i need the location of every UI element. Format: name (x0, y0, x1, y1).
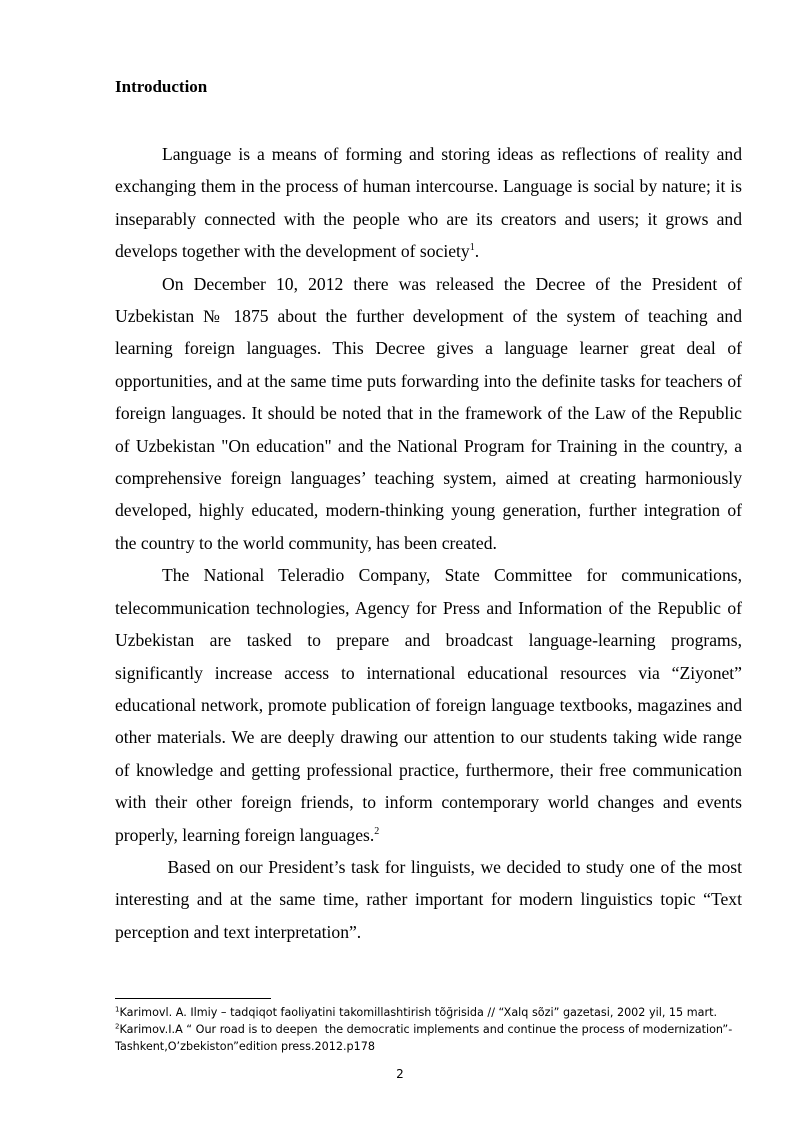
paragraph-1 (115, 138, 742, 268)
page-heading: Introduction (115, 77, 208, 96)
body-text (115, 138, 747, 948)
paragraph-text: The National Teleradio Company, State Committee for communications, telecommunication technologies, Agency for Press and Information of the Republic of Uzbekistan are tasked to prepare and broadcast language-learning programs, significantly increase access to international educational resources via “Ziyonet” educational network, promote publication of foreign language textbooks, magazines and other materials. We are deeply drawing our attention to our students taking wide range of knowledge and getting professional practice, furthermore, their free communication with their other foreign friends, to inform contemporary world changes and events properly, learning foreign languages. (115, 565, 742, 845)
footnote-reference[interactable]: 1 (469, 242, 475, 254)
footnote-separator (115, 998, 271, 999)
paragraph-3 (115, 559, 742, 851)
paragraph-text: On December 10, 2012 there was released the Decree of the President of Uzbekistan № 1875 about the further development of the system of teaching and learning foreign languages. This Decree gives a language learner great deal of opportunities, and at the same time puts forwarding into the definite tasks for teachers of foreign languages. It should be noted that in the framework of the Law of the Republic of Uzbekistan "On education" and the National Program for Training in the country, a comprehensive foreign languages’ teaching system, aimed at creating harmoniously developed, highly educated, modern-thinking young generation, further integration of the country to the world community, has been created. (115, 273, 742, 553)
paragraph-text: Based on our President’s task for linguists, we decided to study one of the most interesting and at the same time, rather important for modern linguistics topic “Text perception and text interpretation”. (115, 856, 747, 942)
paragraph-end: . (474, 241, 480, 262)
footnote-reference[interactable]: 2 (374, 825, 380, 837)
paragraph-2 (115, 268, 742, 560)
footnote-1 (115, 1004, 755, 1021)
footnote-text: Karimov.I.A “ Our road is to deepen the democratic implements and continue the process of modernization”- Tashkent,O’zbekiston”edition press.2012.p178 (115, 1023, 736, 1053)
footnote-text: Karimovl. A. Ilmiy – tadqiqot faoliyatini takomillashtirish tõğrisida // “Xalq sõzi” gazetasi, 2002 yil, 15 mart. (119, 1006, 718, 1019)
paragraph-text: Language is a means of forming and storing ideas as reflections of reality and exchanging them in the process of human intercourse. Language is social by nature; it is inseparably connected with the people who are its creators and users; it grows and develops together with the development of society (115, 144, 742, 262)
footnote-2 (115, 1021, 755, 1055)
paragraph-4 (115, 851, 747, 948)
footnotes (115, 1004, 755, 1055)
footnote-mark: 1 (115, 1005, 120, 1014)
page-number: 2 (396, 1067, 404, 1081)
footnote-mark: 2 (115, 1022, 120, 1031)
